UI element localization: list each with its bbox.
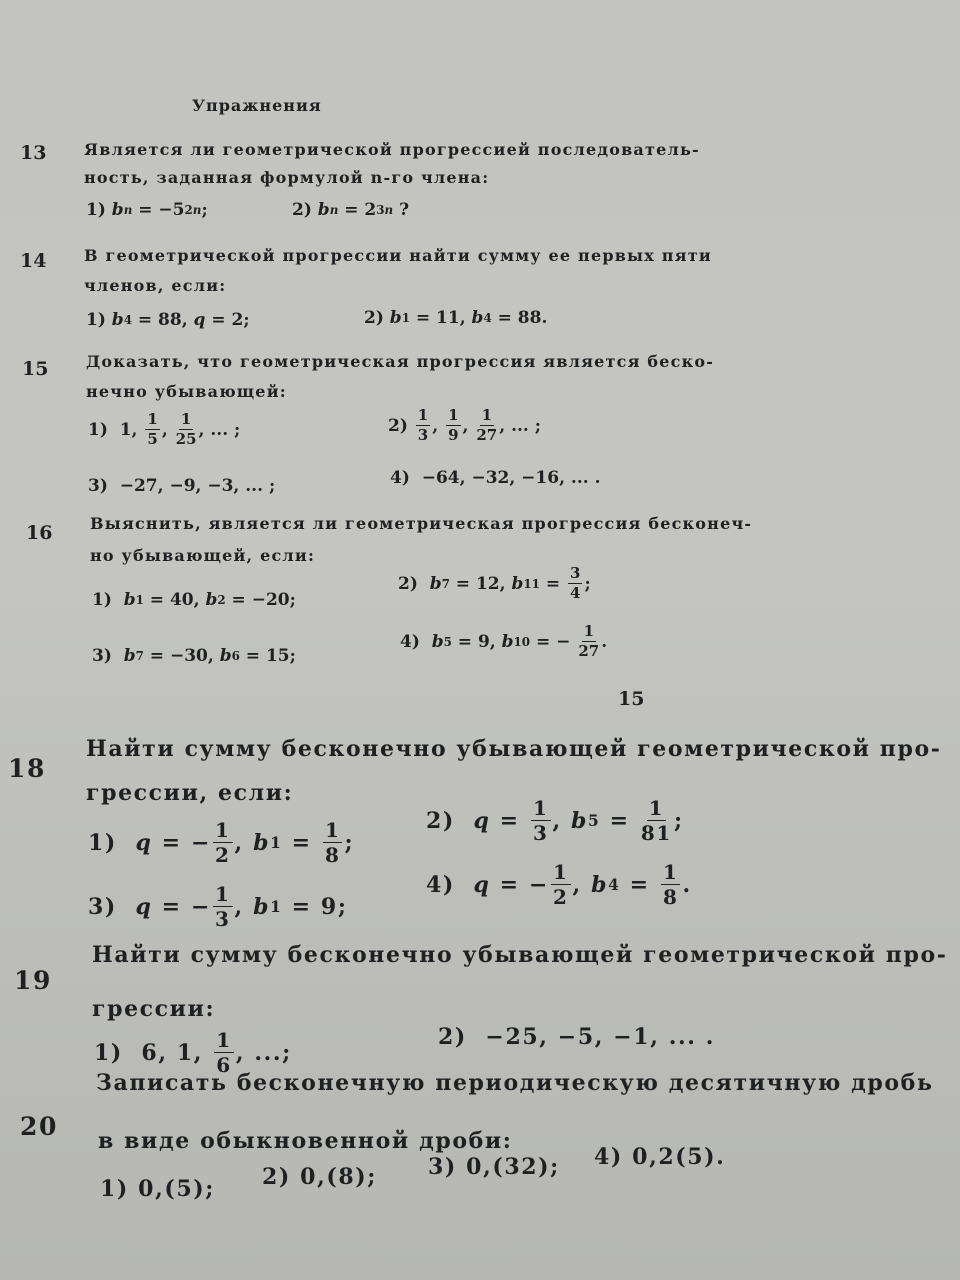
answer-option-1: 1) 6, 1, $\frac{1}{6}$ , ...; [94, 1028, 292, 1077]
answer-option-2: 2) b n = 2 3n ? [292, 200, 410, 220]
exercise-text-line: ность, заданная формулой n-го члена: [84, 168, 490, 187]
exercise-number: 13 [20, 142, 47, 164]
exercise-text-line: Доказать, что геометрическая прогрессия является беско- [86, 352, 715, 371]
exercise-text-line: Выяснить, является ли геометрическая прогрессия бесконеч- [90, 514, 753, 533]
answer-option-3: 3) −27, −9, −3, ... ; [88, 476, 276, 496]
exercise-number: 20 [20, 1112, 58, 1141]
answer-option-1: 1) b 1 = 40, b 2 = −20; [92, 590, 296, 610]
exercise-text-line: но убывающей, если: [90, 546, 316, 565]
exercise-text-line: нечно убывающей: [86, 382, 287, 401]
answer-option-2: 2) q = $\frac{1}{3}$ , b 5 = $\frac{1}{81}$ ; [426, 796, 684, 845]
answer-option-2: 2) b 7 = 12, b 11 = $\frac{3}{4}$ ; [398, 564, 591, 602]
answer-option-2: 2) $\frac{1}{3}$ , $\frac{1}{9}$ , $\frac{1}{27}$ , ... ; [388, 406, 542, 444]
answer-option-4: 4) −64, −32, −16, ... . [390, 468, 601, 488]
exercise-text-line: Найти сумму бесконечно убывающей геометрической про- [86, 736, 942, 762]
answer-option-4: 4) b 5 = 9, b 10 = − $\frac{1}{27}$ . [400, 622, 608, 660]
section-heading: Упражнения [192, 96, 322, 115]
answer-option-1: 1) q = − $\frac{1}{2}$ , b 1 = $\frac{1}{8}$ ; [88, 818, 355, 867]
answer-option-1: 1) 0,(5); [100, 1176, 215, 1202]
answer-option-2: 2) 0,(8); [262, 1164, 377, 1190]
answer-option-3: 3) b 7 = −30, b 6 = 15; [92, 646, 296, 666]
answer-option-4: 4) q = − $\frac{1}{2}$ , b 4 = $\frac{1}{8}$ . [426, 860, 692, 909]
exercise-number: 18 [8, 754, 46, 783]
page-number: 15 [618, 688, 645, 710]
exercise-number: 19 [14, 966, 52, 995]
answer-option-3: 3) q = − $\frac{1}{3}$ , b 1 = 9; [88, 882, 348, 931]
answer-option-3: 3) 0,(32); [428, 1154, 560, 1180]
answer-option-4: 4) 0,2(5). [594, 1144, 726, 1170]
exercise-text-line: членов, если: [84, 276, 227, 295]
answer-option-2: 2) b 1 = 11, b 4 = 88. [364, 308, 548, 328]
answer-option-1: 1) b 4 = 88, q = 2; [86, 310, 250, 330]
exercise-text-line: Найти сумму бесконечно убывающей геометрической про- [92, 942, 948, 968]
exercise-text-line: Является ли геометрической прогрессией последователь- [84, 140, 700, 159]
exercise-text-line: Записать бесконечную периодическую десятичную дробь [96, 1070, 934, 1096]
exercise-number: 15 [22, 358, 49, 380]
exercise-text-line: в виде обыкновенной дроби: [98, 1128, 513, 1154]
exercise-text-line: грессии: [92, 996, 216, 1022]
exercise-number: 14 [20, 250, 47, 272]
answer-option-1: 1) b n = −5 2n ; [86, 200, 208, 220]
exercise-number: 16 [26, 522, 53, 544]
exercise-text-line: грессии, если: [86, 780, 294, 806]
exercise-text-line: В геометрической прогрессии найти сумму ее первых пяти [84, 246, 712, 265]
answer-option-1: 1) 1, $\frac{1}{5}$ , $\frac{1}{25}$ , ... ; [88, 410, 241, 448]
answer-option-2: 2) −25, −5, −1, ... . [438, 1024, 716, 1050]
